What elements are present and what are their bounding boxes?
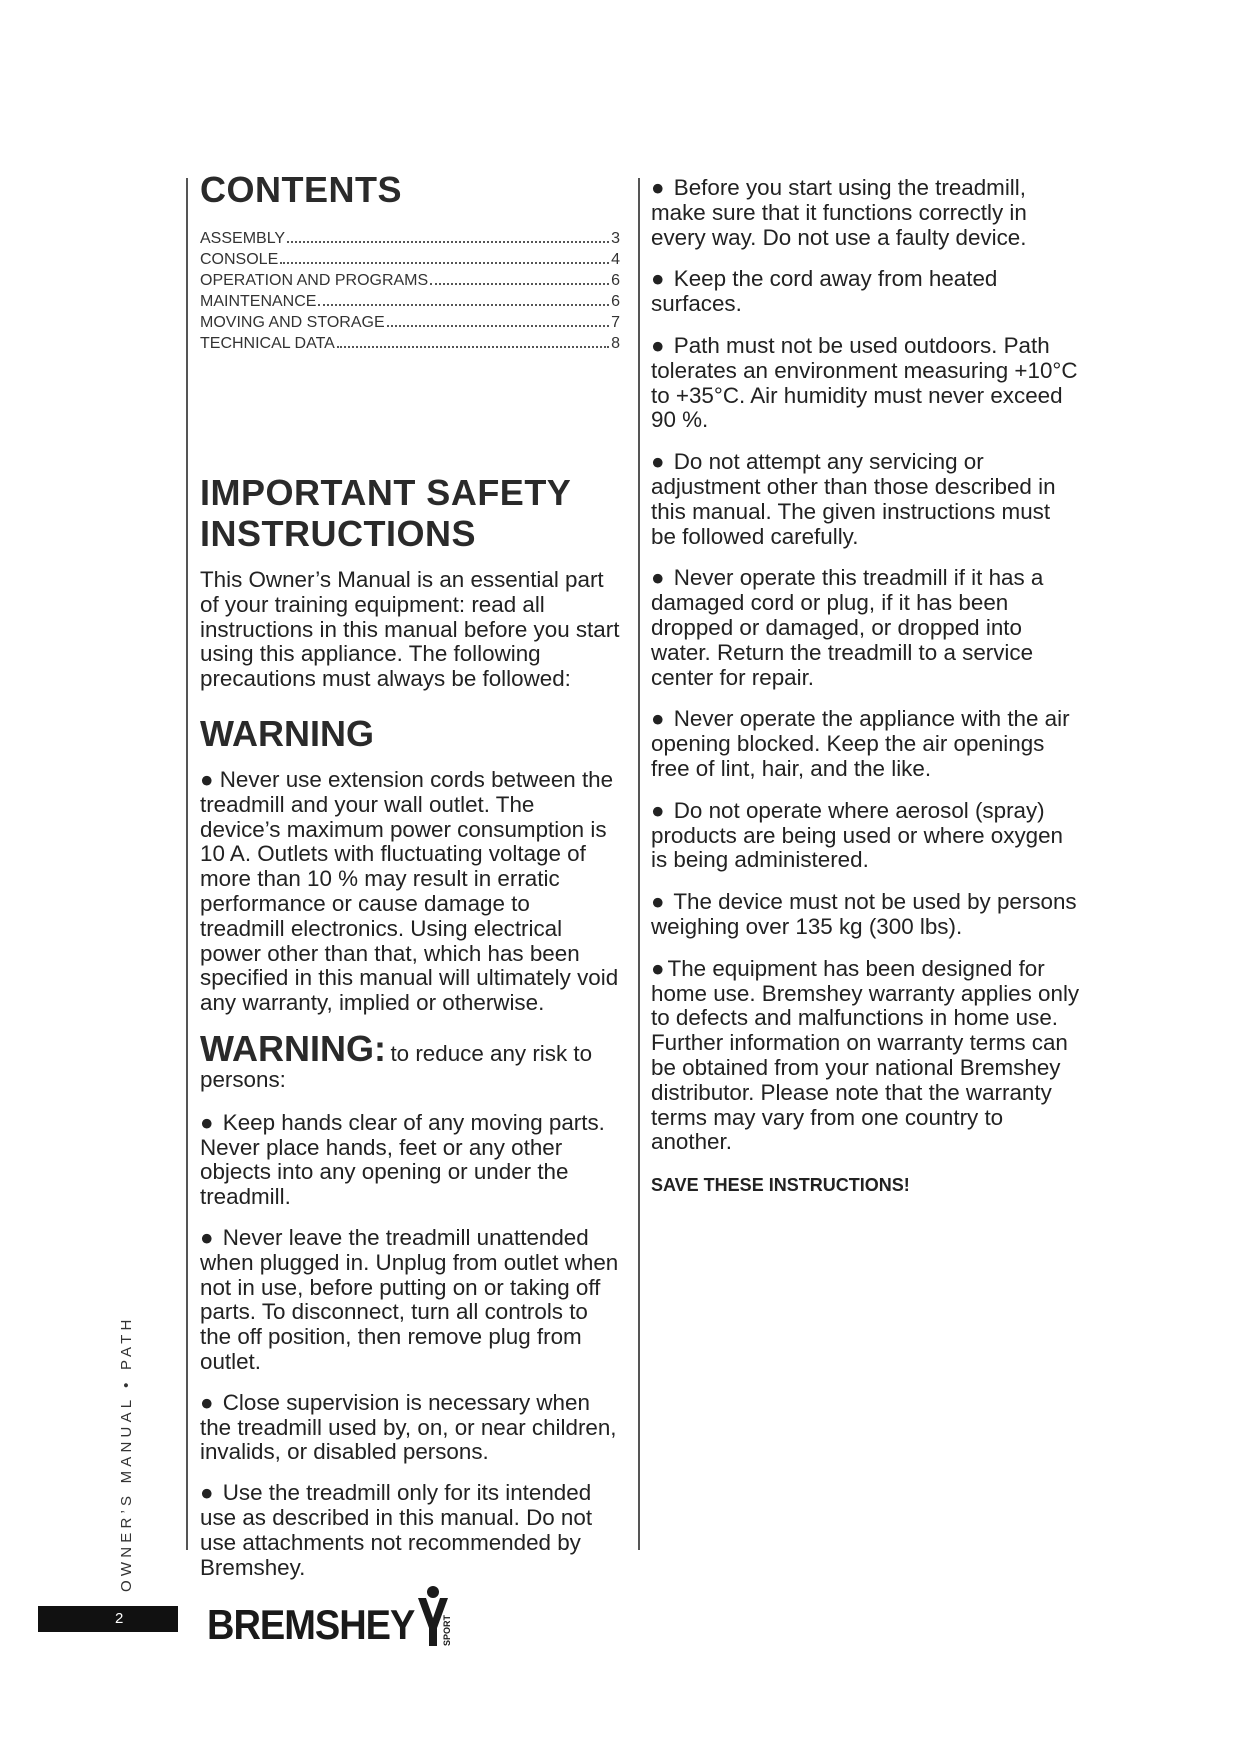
page-number: 2 [115,1610,124,1627]
toc-item[interactable] [200,312,620,333]
right-column [651,176,1081,1196]
bullet-dot-icon: ● [651,332,665,358]
safety-bullet [651,707,1081,781]
bullet-text: Keep hands clear of any moving parts. Never place hands, feet or any other objects into any opening or under the treadmill. [200,1109,605,1210]
safety-bullet [651,799,1081,873]
warning-label: WARNING: [200,1027,386,1069]
safety-title-line2: INSTRUCTIONS [200,513,476,554]
bullet-text: Use the treadmill only for its intended use as described in this manual. Do not use attachments not recommended by Bremshey. [200,1480,593,1580]
toc-leader [287,241,609,243]
middle-column-rule [638,178,640,1550]
bullet-text: Never leave the treadmill unattended when plugged in. Unplug from outlet when not in use, before putting on or taking off parts. To disconnect, turn all controls to the off position, then remove plug from outlet. [200,1224,619,1374]
toc-page: 8 [611,335,620,352]
toc-leader [318,304,609,306]
warning-persons-heading [200,1027,620,1093]
safety-bullet [651,566,1081,690]
toc-label: OPERATION AND PROGRAMS [200,272,429,289]
safety-bullet [200,1226,620,1375]
bullet-dot-icon: ● [651,565,665,591]
page-number-tab [38,1606,178,1632]
toc-label: MAINTENANCE [200,293,317,310]
save-instructions-note: SAVE THESE INSTRUCTIONS! [651,1175,910,1196]
toc-leader [387,325,609,327]
bullet-dot-icon: ● [200,766,214,792]
left-column [200,170,620,1596]
toc-item[interactable] [200,291,620,312]
toc-label: MOVING AND STORAGE [200,314,385,331]
safety-title [200,472,620,554]
bullet-dot-icon: ● [651,449,665,475]
bullet-text: Keep the cord away from heated surfaces. [651,266,998,317]
toc-item[interactable] [200,270,620,291]
bullet-dot-icon: ● [200,1109,214,1135]
logo-wordmark: BREMSHEY [207,1602,415,1650]
bullet-dot-icon: ● [651,889,665,915]
toc-page: 4 [611,251,620,268]
toc-item[interactable] [200,333,620,354]
safety-bullet [200,1481,620,1580]
toc-label: CONSOLE [200,251,279,268]
bullet-dot-icon: ● [200,1224,214,1250]
logo-sport-text: SPORT [442,1614,453,1646]
bullet-dot-icon: ● [651,706,665,732]
bullet-text: Never operate this treadmill if it has a damaged cord or plug, if it has been dropped or damaged, or dropped into water. Return the treadmill to a service center for repair. [651,565,1044,690]
toc-leader [430,283,609,285]
bremshey-logo [207,1576,462,1648]
toc-label: ASSEMBLY [200,230,286,247]
bullet-text: Path must not be used outdoors. Path tolerates an environment measuring +10°C to +35°C. Air humidity must never exceed 90 %. [651,332,1078,433]
bullet-dot-icon: ● [200,1480,214,1506]
bullet-text: Do not operate where aerosol (spray) products are being used or where oxygen is being administered. [651,797,1063,873]
bullet-dot-icon: ● [651,266,665,292]
toc-label: TECHNICAL DATA [200,335,335,352]
safety-intro: This Owner’s Manual is an essential part of your training equipment: read all instructions in this manual before you start using this appliance. The following precautions must always be followed: [200,567,620,692]
safety-bullet [651,957,1081,1155]
safety-bullet [651,334,1081,433]
table-of-contents [200,228,620,354]
bullet-text: Do not attempt any servicing or adjustment other than those described in this manual. The given instructions must be followed carefully. [651,449,1056,549]
toc-item[interactable] [200,228,620,249]
toc-page: 3 [611,230,620,247]
warning-suffix: to reduce any risk to persons: [200,1040,593,1092]
safety-bullet [651,176,1081,250]
bullet-dot-icon: ● [200,1389,214,1415]
bullet-dot-icon: ● [651,175,665,200]
safety-bullet [651,450,1081,549]
contents-title: CONTENTS [200,169,402,210]
toc-page: 6 [611,293,620,310]
side-running-title: OWNER’S MANUAL • PATH [118,1315,135,1592]
bremshey-figure-icon [416,1584,462,1648]
toc-page: 6 [611,272,620,289]
safety-title-line1: IMPORTANT SAFETY [200,472,572,513]
safety-bullet [651,890,1081,940]
warning-paragraph [200,768,620,1016]
bullet-text: Before you start using the treadmill, make sure that it functions correctly in every way. Do not use a faulty device. [651,175,1027,250]
warning-text: Never use extension cords between the treadmill and your wall outlet. The device’s maximum power consumption is 10 A. Outlets with fluctuating voltage of more than 10 % may result in erratic performance or cause damage to treadmill electronics. Using electrical power other than that, which has been specified in this manual will ultimately void any warranty, implied or otherwise. [200,766,619,1016]
bullet-text: Close supervision is necessary when the treadmill used by, on, or near children, invalids, or disabled persons. [200,1389,617,1465]
bullet-dot-icon: ● [651,797,665,823]
bullet-dot-icon: ● [651,955,665,981]
safety-bullet [651,267,1081,317]
toc-leader [337,346,609,348]
left-column-rule [186,178,188,1550]
safety-bullet [200,1391,620,1465]
bullet-text: The device must not be used by persons weighing over 135 kg (300 lbs). [651,889,1077,939]
toc-leader [280,262,609,264]
warning-heading: WARNING [200,712,374,754]
toc-page: 7 [611,314,620,331]
safety-bullet [200,1111,620,1210]
bullet-text: Never operate the appliance with the air opening blocked. Keep the air openings free of lint, hair, and the like. [651,706,1070,781]
bullet-text: The equipment has been designed for home use. Bremshey warranty applies only to defects and malfunctions in home use. Further information on warranty terms can be obtained from your national Bremshey distributor. Please note that the warranty terms may vary from one country to another. [651,955,1080,1155]
toc-item[interactable] [200,249,620,270]
